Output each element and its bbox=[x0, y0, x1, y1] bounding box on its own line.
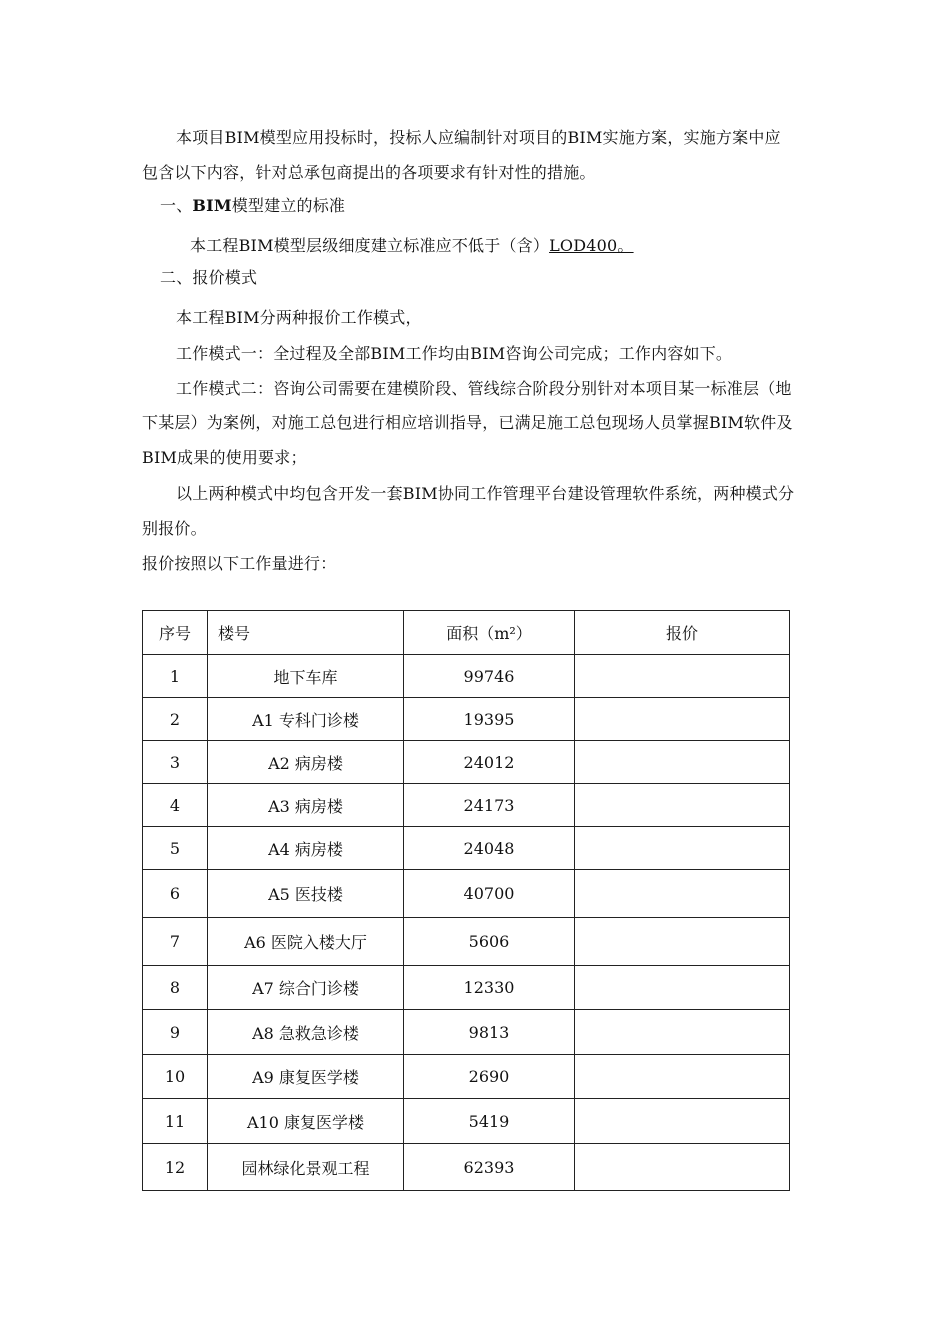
table-row bbox=[143, 918, 790, 966]
header-price: 报价 bbox=[575, 611, 790, 655]
table-row bbox=[143, 741, 790, 784]
cell-price bbox=[575, 918, 790, 966]
cell-price bbox=[575, 741, 790, 784]
table-row bbox=[143, 655, 790, 698]
table-row bbox=[143, 870, 790, 918]
cell-price bbox=[575, 827, 790, 870]
cell-building: A10 康复医学楼 bbox=[208, 1099, 404, 1144]
cell-price bbox=[575, 655, 790, 698]
cell-building: A7 综合门诊楼 bbox=[208, 966, 404, 1010]
quotation-table bbox=[142, 610, 790, 1191]
cell-no: 10 bbox=[143, 1055, 208, 1099]
modes-intro: 本工程BIM分两种报价工作模式， bbox=[176, 308, 422, 327]
cell-building: A3 病房楼 bbox=[208, 784, 404, 827]
table-row bbox=[143, 698, 790, 741]
cell-area: 24173 bbox=[404, 784, 575, 827]
cell-no: 3 bbox=[143, 741, 208, 784]
cell-price bbox=[575, 870, 790, 918]
cell-building: A8 急救急诊楼 bbox=[208, 1010, 404, 1055]
section-1-number: 一、 bbox=[160, 196, 193, 215]
header-building: 楼号 bbox=[208, 611, 404, 655]
cell-no: 5 bbox=[143, 827, 208, 870]
mode-2-line-3: BIM成果的使用要求； bbox=[142, 448, 307, 467]
lod-standard-paragraph bbox=[190, 236, 634, 256]
section-1-bold-term: BIM bbox=[192, 196, 232, 215]
cell-no: 1 bbox=[143, 655, 208, 698]
table-row bbox=[143, 1144, 790, 1191]
cell-no: 9 bbox=[143, 1010, 208, 1055]
lod-level: LOD400。 bbox=[549, 236, 634, 255]
cell-area: 9813 bbox=[404, 1010, 575, 1055]
cell-area: 19395 bbox=[404, 698, 575, 741]
cell-no: 11 bbox=[143, 1099, 208, 1144]
header-area: 面积（m²） bbox=[404, 611, 575, 655]
cell-no: 8 bbox=[143, 966, 208, 1010]
cell-area: 24048 bbox=[404, 827, 575, 870]
cell-building: A5 医技楼 bbox=[208, 870, 404, 918]
cell-area: 24012 bbox=[404, 741, 575, 784]
header-no: 序号 bbox=[143, 611, 208, 655]
cell-price bbox=[575, 1010, 790, 1055]
cell-building: A4 病房楼 bbox=[208, 827, 404, 870]
section-heading-1 bbox=[160, 196, 345, 216]
cell-no: 7 bbox=[143, 918, 208, 966]
cell-area: 12330 bbox=[404, 966, 575, 1010]
cell-no: 6 bbox=[143, 870, 208, 918]
table-row bbox=[143, 784, 790, 827]
cell-area: 99746 bbox=[404, 655, 575, 698]
cell-building: A1 专科门诊楼 bbox=[208, 698, 404, 741]
cell-price bbox=[575, 1144, 790, 1191]
table-row bbox=[143, 827, 790, 870]
cell-building: A6 医院入楼大厅 bbox=[208, 918, 404, 966]
table-row bbox=[143, 966, 790, 1010]
table-row bbox=[143, 1010, 790, 1055]
cell-area: 40700 bbox=[404, 870, 575, 918]
cell-building: 地下车库 bbox=[208, 655, 404, 698]
cell-price bbox=[575, 966, 790, 1010]
cell-building: A2 病房楼 bbox=[208, 741, 404, 784]
table-header-row bbox=[143, 611, 790, 655]
section-heading-2: 二、报价模式 bbox=[160, 268, 258, 287]
cell-price bbox=[575, 698, 790, 741]
cell-area: 5606 bbox=[404, 918, 575, 966]
cell-price bbox=[575, 1099, 790, 1144]
mode-2-line-2: 下某层）为案例，对施工总包进行相应培训指导，已满足施工总包现场人员掌握BIM软件及 bbox=[142, 413, 793, 432]
table-row bbox=[143, 1055, 790, 1099]
workload-intro: 报价按照以下工作量进行： bbox=[142, 554, 337, 573]
both-modes-line-1: 以上两种模式中均包含开发一套BIM协同工作管理平台建设管理软件系统，两种模式分 bbox=[176, 484, 795, 503]
cell-area: 5419 bbox=[404, 1099, 575, 1144]
table-row bbox=[143, 1099, 790, 1144]
cell-area: 2690 bbox=[404, 1055, 575, 1099]
both-modes-line-2: 别报价。 bbox=[142, 519, 207, 538]
lod-text: 本工程BIM模型层级细度建立标准应不低于（含） bbox=[190, 236, 550, 255]
intro-paragraph-line-1: 本项目BIM模型应用投标时，投标人应编制针对项目的BIM实施方案，实施方案中应 bbox=[176, 128, 781, 147]
cell-price bbox=[575, 1055, 790, 1099]
mode-1-paragraph: 工作模式一：全过程及全部BIM工作均由BIM咨询公司完成；工作内容如下。 bbox=[176, 344, 733, 363]
intro-paragraph-line-2: 包含以下内容，针对总承包商提出的各项要求有针对性的措施。 bbox=[142, 163, 596, 182]
section-1-title: 模型建立的标准 bbox=[231, 196, 346, 215]
cell-area: 62393 bbox=[404, 1144, 575, 1191]
cell-building: A9 康复医学楼 bbox=[208, 1055, 404, 1099]
cell-no: 2 bbox=[143, 698, 208, 741]
cell-price bbox=[575, 784, 790, 827]
cell-no: 4 bbox=[143, 784, 208, 827]
cell-no: 12 bbox=[143, 1144, 208, 1191]
cell-building: 园林绿化景观工程 bbox=[208, 1144, 404, 1191]
mode-2-line-1: 工作模式二：咨询公司需要在建模阶段、管线综合阶段分别针对本项目某一标准层（地 bbox=[176, 379, 792, 398]
